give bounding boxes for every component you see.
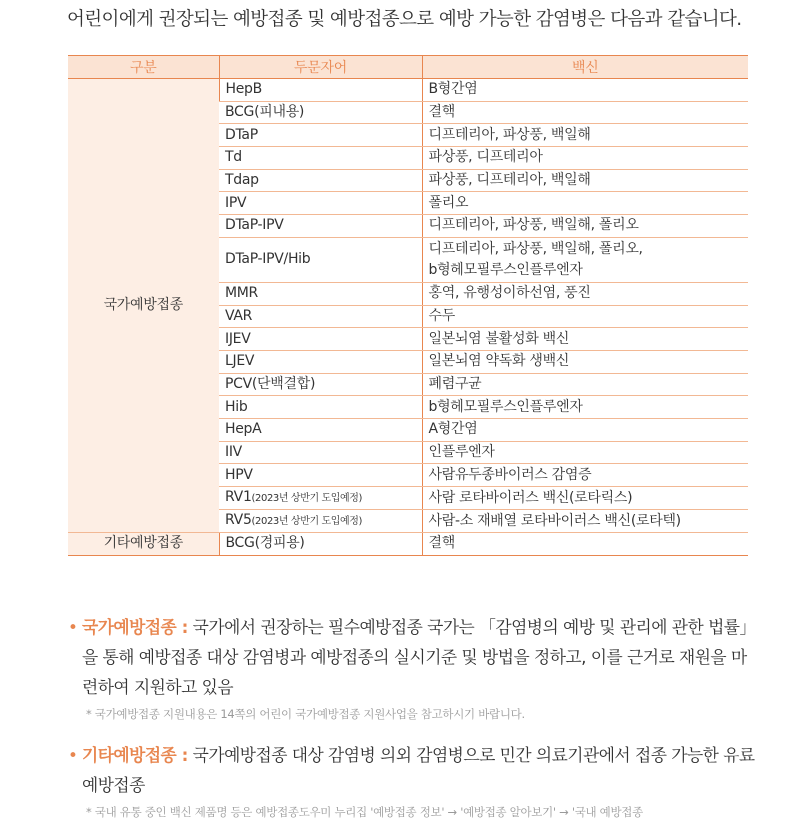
vaccine-cell — [422, 237, 748, 282]
vaccine-text: 사람 로타바이러스 백신(로타릭스) — [428, 489, 633, 506]
vaccine-text: b형헤모필루스인플루엔자 — [428, 398, 583, 415]
bullet-icon: • — [68, 745, 78, 765]
vaccine-cell — [422, 147, 748, 170]
abbreviation-text: IPV — [225, 194, 247, 211]
abbreviation-cell — [219, 169, 422, 192]
vaccine-text: 일본뇌염 약독화 생백신 — [428, 353, 570, 370]
vaccine-text: 디프테리아, 파상풍, 백일해, 폴리오 — [428, 217, 639, 234]
vaccine-cell: 결핵 — [422, 533, 748, 556]
abbreviation-text: RV1 — [225, 489, 252, 505]
vaccine-text-line2: b형헤모필루스인플루엔자 — [428, 261, 583, 278]
note-text: 국가에서 권장하는 필수예방접종 국가는 「감염병의 예방 및 관리에 관한 법률」을 통해 예방접종 대상 감염병과 예방접종의 실시기준 및 방법을 정하고, 이를 근거로 재원을 마련하여 지원하고 있음 — [82, 617, 756, 697]
abbreviation-text: Tdap — [225, 172, 259, 189]
note-term: 기타예방접종 : — [82, 745, 188, 765]
abbreviation-text: RV5 — [225, 512, 252, 528]
abbreviation-cell — [219, 237, 422, 282]
abbreviation-text: DTaP-IPV — [225, 217, 284, 234]
vaccine-cell — [422, 396, 748, 419]
group-label-other: 기타예방접종 — [68, 533, 219, 556]
abbreviation-text: Hib — [225, 398, 248, 415]
vaccine-text: 수두 — [428, 307, 455, 324]
abbreviation-cell — [219, 328, 422, 351]
abbreviation-cell — [219, 441, 422, 464]
abbreviation-cell — [219, 487, 422, 510]
vaccine-cell — [422, 510, 748, 533]
vaccine-text: A형간염 — [428, 421, 478, 438]
intro-text: 어린이에게 권장되는 예방접종 및 예방접종으로 예방 가능한 감염병은 다음과 같습니다. — [67, 9, 742, 30]
abbreviation-cell — [219, 282, 422, 305]
table-row — [68, 533, 748, 556]
abbreviation-text: VAR — [225, 307, 253, 324]
vaccine-cell — [422, 169, 748, 192]
vaccine-text: 파상풍, 디프테리아, 백일해 — [428, 172, 591, 189]
vaccine-table — [68, 55, 748, 556]
table-body — [68, 79, 748, 556]
abbreviation-cell — [219, 192, 422, 215]
vaccine-cell — [422, 305, 748, 328]
abbreviation-text: HepB — [225, 81, 262, 98]
introduction-note: (2023년 상반기 도입예정) — [251, 516, 363, 527]
vaccine-text: B형간염 — [428, 81, 478, 98]
vaccine-cell — [422, 418, 748, 441]
abbreviation-text: IJEV — [225, 330, 251, 347]
abbreviation-cell — [219, 147, 422, 170]
abbreviation-cell — [219, 350, 422, 373]
footnote: * 국내 유통 중인 백신 제품명 등은 예방접종도우미 누리집 '예방접종 정보' → '예방접종 알아보기' → '국내 예방접종 — [86, 805, 643, 819]
abbreviation-cell — [219, 373, 422, 396]
abbreviation-text: HPV — [225, 466, 253, 483]
abbreviation-text: DTaP-IPV/Hib — [225, 251, 311, 268]
abbreviation-cell — [219, 396, 422, 419]
abbreviation-text: MMR — [225, 285, 258, 302]
abbreviation-cell — [219, 101, 422, 124]
vaccine-text: 파상풍, 디프테리아 — [428, 149, 543, 166]
vaccine-text: 디프테리아, 파상풍, 백일해 — [428, 126, 591, 143]
vaccine-text: 인플루엔자 — [428, 443, 495, 460]
vaccine-text: 사람-소 재배열 로타바이러스 백신(로타텍) — [428, 512, 681, 529]
vaccine-text: 폴리오 — [428, 194, 469, 211]
header-abbreviation: 두문자어 — [219, 56, 422, 79]
vaccine-cell — [422, 215, 748, 238]
vaccine-cell — [422, 282, 748, 305]
footnote: * 국가예방접종 지원내용은 14쪽의 어린이 국가예방접종 지원사업을 참고하시기 바랍니다. — [86, 707, 525, 721]
abbreviation-cell — [219, 124, 422, 147]
abbreviation-text: LJEV — [225, 353, 255, 370]
vaccine-cell — [422, 373, 748, 396]
vaccine-text: 결핵 — [428, 104, 455, 121]
abbreviation-cell — [219, 510, 422, 533]
vaccine-cell — [422, 464, 748, 487]
introduction-note: (2023년 상반기 도입예정) — [251, 493, 363, 504]
note-text: 국가예방접종 대상 감염병 의외 감염병으로 민간 의료기관에서 접종 가능한 유료 예방접종 — [82, 745, 755, 795]
header-category: 구분 — [68, 56, 219, 79]
abbreviation-text: BCG(피내용) — [225, 104, 305, 121]
vaccine-text: 홍역, 유행성이하선염, 풍진 — [428, 285, 591, 302]
vaccine-text: 사람유두종바이러스 감염증 — [428, 466, 592, 483]
vaccine-cell — [422, 487, 748, 510]
abbreviation-cell — [219, 79, 422, 102]
vaccine-cell — [422, 101, 748, 124]
vaccine-cell — [422, 124, 748, 147]
abbreviation-text: IIV — [225, 443, 242, 460]
vaccine-cell — [422, 441, 748, 464]
vaccine-cell — [422, 328, 748, 351]
vaccine-text: 디프테리아, 파상풍, 백일해, 폴리오, — [428, 240, 643, 257]
abbreviation-text: Td — [225, 149, 242, 166]
vaccine-cell — [422, 79, 748, 102]
vaccine-text: 일본뇌염 불활성화 백신 — [428, 330, 570, 347]
vaccine-text: 폐렴구균 — [428, 375, 482, 392]
group-label-national: 국가예방접종 — [68, 79, 219, 533]
abbreviation-text: PCV(단백결합) — [225, 375, 316, 392]
abbreviation-cell — [219, 305, 422, 328]
abbreviation-text: HepA — [225, 421, 262, 438]
abbreviation-cell — [219, 464, 422, 487]
note-national — [68, 612, 758, 722]
table-row — [68, 79, 748, 102]
abbreviation-text: DTaP — [225, 126, 258, 143]
abbreviation-cell: BCG(경피용) — [219, 533, 422, 556]
vaccine-cell — [422, 192, 748, 215]
vaccine-cell — [422, 350, 748, 373]
bullet-icon: • — [68, 617, 78, 637]
table-header-row — [68, 56, 748, 79]
note-other — [68, 740, 758, 820]
abbreviation-cell — [219, 215, 422, 238]
header-vaccine: 백신 — [422, 56, 748, 79]
abbreviation-cell — [219, 418, 422, 441]
note-term: 국가예방접종 : — [82, 617, 188, 637]
